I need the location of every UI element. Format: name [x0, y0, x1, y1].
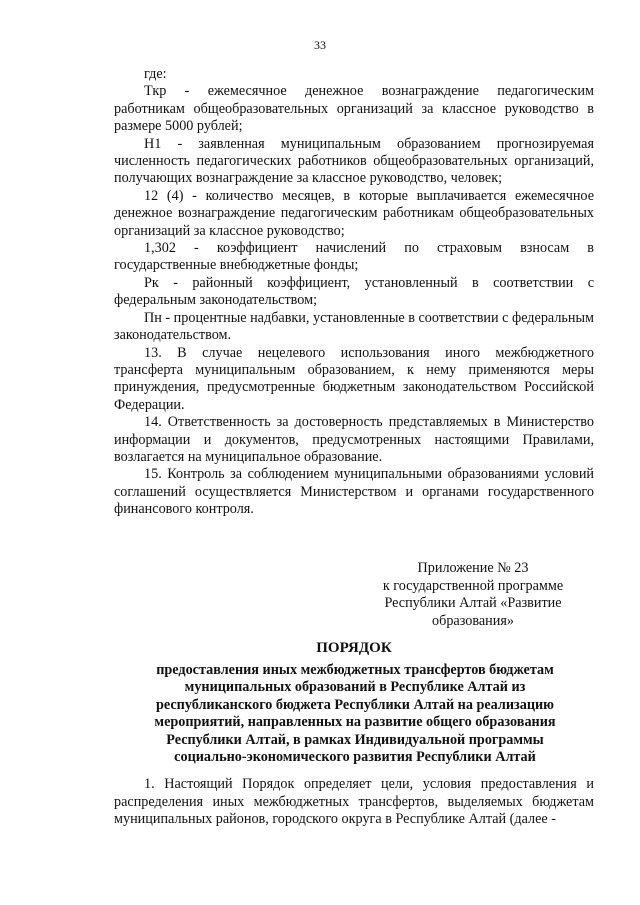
- paragraph-15: 15. Контроль за соблюдением муниципальными образованиями условий соглашений осуществляется Министерством и органами государственного финансового контроля.: [114, 466, 594, 518]
- paragraph-tkr: Ткр - ежемесячное денежное вознаграждение педагогическим работникам общеобразовательных организаций за классное руководство в размере 5000 рублей;: [114, 83, 594, 135]
- appendix-line-3: Республики Алтай «Развитие: [384, 595, 562, 612]
- appendix-line-2: к государственной программе: [382, 577, 564, 594]
- subtitle-line: республиканского бюджета Республики Алтай на реализацию: [155, 696, 555, 713]
- document-subtitle: [120, 662, 590, 766]
- where-label: где:: [144, 66, 167, 82]
- appendix-line-1: Приложение № 23: [417, 560, 529, 576]
- paragraph-rk: Рк - районный коэффициент, установленный в соответствии с федеральным законодательством;: [114, 274, 594, 309]
- paragraph-coefficient: 1,302 - коэффициент начислений по страховым взносам в государственные внебюджетные фонды;: [114, 240, 594, 274]
- appendix-line-4: образования»: [432, 612, 514, 629]
- subtitle-line: социально-экономического развития Республики Алтай: [174, 749, 536, 766]
- closing-section: [114, 776, 594, 829]
- subtitle-line: мероприятий, направленных на развитие общего образования: [154, 714, 556, 731]
- paragraph-14: 14. Ответственность за достоверность представляемых в Министерство информации и документов, предусмотренных настоящими Правилами, возлагается на муниципальное образование.: [114, 414, 594, 465]
- subtitle-line: предоставления иных межбюджетных трансфертов бюджетам: [156, 662, 554, 678]
- formula-explanation: [114, 66, 594, 519]
- paragraph-13: 13. В случае нецелевого использования иного межбюджетного трансферта муниципальным образованием, к нему применяются меры принуждения, предусмотренные бюджетным законодательством Российской Федерации.: [114, 344, 594, 413]
- paragraph-months: 12 (4) - количество месяцев, в которые выплачивается ежемесячное денежное вознаграждение педагогическим работникам общеобразовательных организаций за классное руководство;: [114, 187, 594, 239]
- paragraph-pn: Пн - процентные надбавки, установленные в соответствии с федеральным законодательством.: [114, 309, 594, 344]
- appendix-header: [360, 560, 586, 630]
- paragraph-1: 1. Настоящий Порядок определяет цели, условия предоставления и распределения иных межбюджетных трансфертов, выделяемых бюджетам муниципальных районов, городского округа в Республике Алтай (далее -: [114, 776, 594, 828]
- subtitle-line: Республики Алтай, в рамках Индивидуальной программы: [166, 731, 544, 748]
- subtitle-line: муниципальных образований в Республике Алтай из: [184, 679, 526, 696]
- page-number: 33: [314, 38, 326, 52]
- paragraph-n1: Н1 - заявленная муниципальным образованием прогнозируемая численность педагогических работников общеобразовательных организаций, получающих вознаграждение за классное руководство, человек;: [114, 135, 594, 187]
- document-title: ПОРЯДОК: [316, 640, 392, 656]
